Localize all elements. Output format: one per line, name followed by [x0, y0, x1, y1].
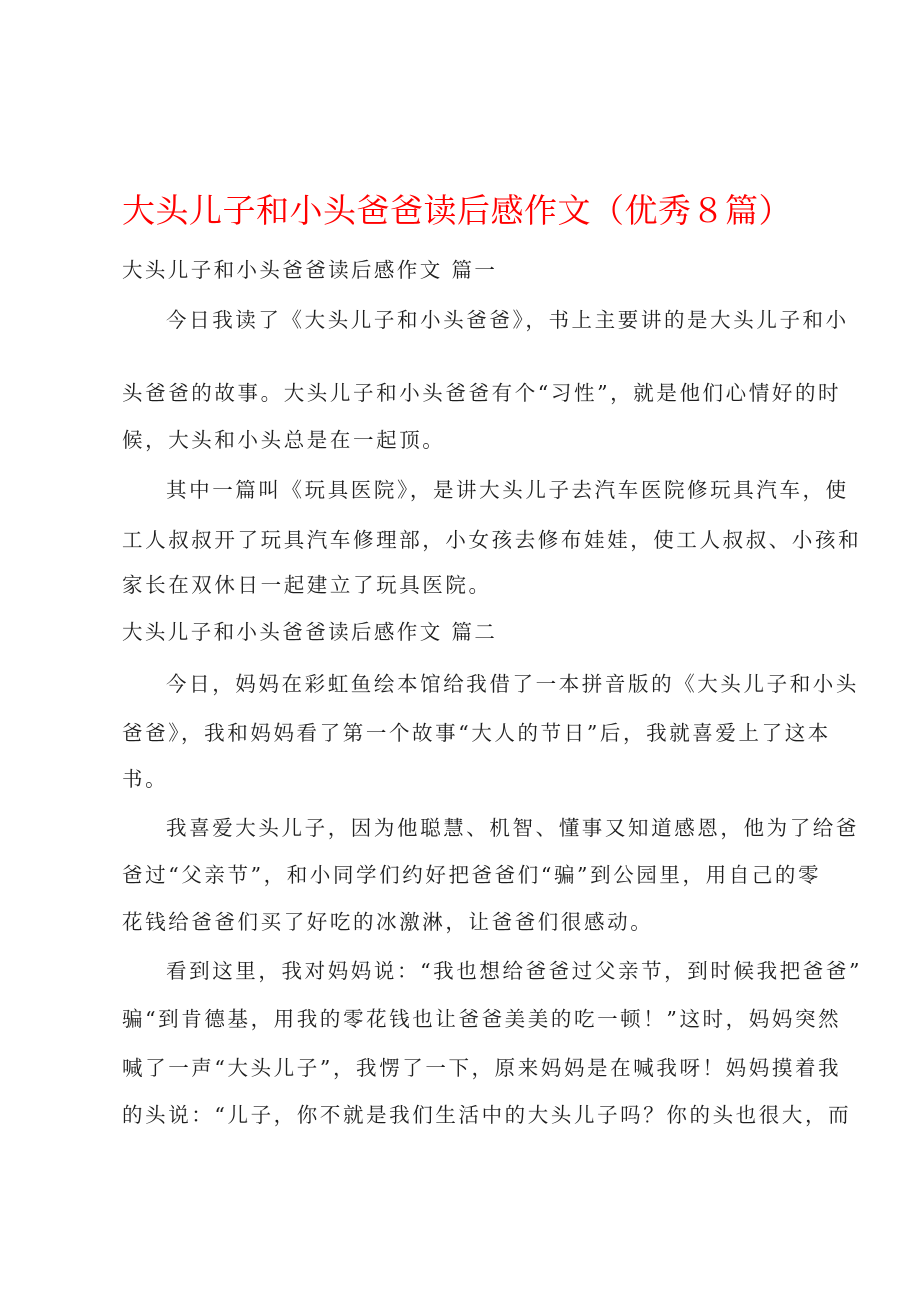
paragraph-line: 我喜爱大头儿子，因为他聪慧、机智、懂事又知道感恩，他为了给爸 [166, 816, 859, 840]
section-heading-1: 大头儿子和小头爸爸读后感作文 篇一 [122, 258, 498, 282]
paragraph-line: 花钱给爸爸们买了好吃的冰激淋，让爸爸们很感动。 [122, 910, 654, 934]
paragraph-line: 看到这里，我对妈妈说：“我也想给爸爸过父亲节，到时候我把爸爸” [166, 959, 863, 983]
paragraph-line: 今日，妈妈在彩虹鱼绘本馆给我借了一本拼音版的《大头儿子和小头 [166, 672, 859, 696]
paragraph-line: 书。 [122, 767, 169, 791]
paragraph-line: 骗“到肯德基，用我的零花钱也让爸爸美美的吃一顿！”这时，妈妈突然 [122, 1007, 842, 1031]
paragraph-line: 候，大头和小头总是在一起顶。 [122, 428, 446, 452]
paragraph-line: 头爸爸的故事。大头儿子和小头爸爸有个“习性”，就是他们心情好的时 [122, 381, 842, 405]
paragraph-line: 家长在双休日一起建立了玩具医院。 [122, 573, 492, 597]
document-title: 大头儿子和小头爸爸读后感作文（优秀８篇） [122, 191, 792, 230]
paragraph-line: 今日我读了《大头儿子和小头爸爸》，书上主要讲的是大头儿子和小 [166, 308, 849, 332]
paragraph-line: 喊了一声“大头儿子”，我愣了一下，原来妈妈是在喊我呀！妈妈摸着我 [122, 1056, 842, 1080]
paragraph-line: 其中一篇叫《玩具医院》，是讲大头儿子去汽车医院修玩具汽车，使 [166, 478, 849, 502]
paragraph-line: 的头说：“儿子，你不就是我们生活中的大头儿子吗？你的头也很大，而 [122, 1103, 852, 1127]
paragraph-line: 爸过“父亲节”，和小同学们约好把爸爸们“骗”到公园里，用自己的零 [122, 863, 822, 887]
paragraph-line: 工人叔叔开了玩具汽车修理部，小女孩去修布娃娃，使工人叔叔、小孩和 [122, 528, 862, 552]
paragraph-line: 爸爸》，我和妈妈看了第一个故事“大人的节日”后，我就喜爱上了这本 [122, 721, 831, 745]
section-heading-2: 大头儿子和小头爸爸读后感作文 篇二 [122, 620, 498, 644]
